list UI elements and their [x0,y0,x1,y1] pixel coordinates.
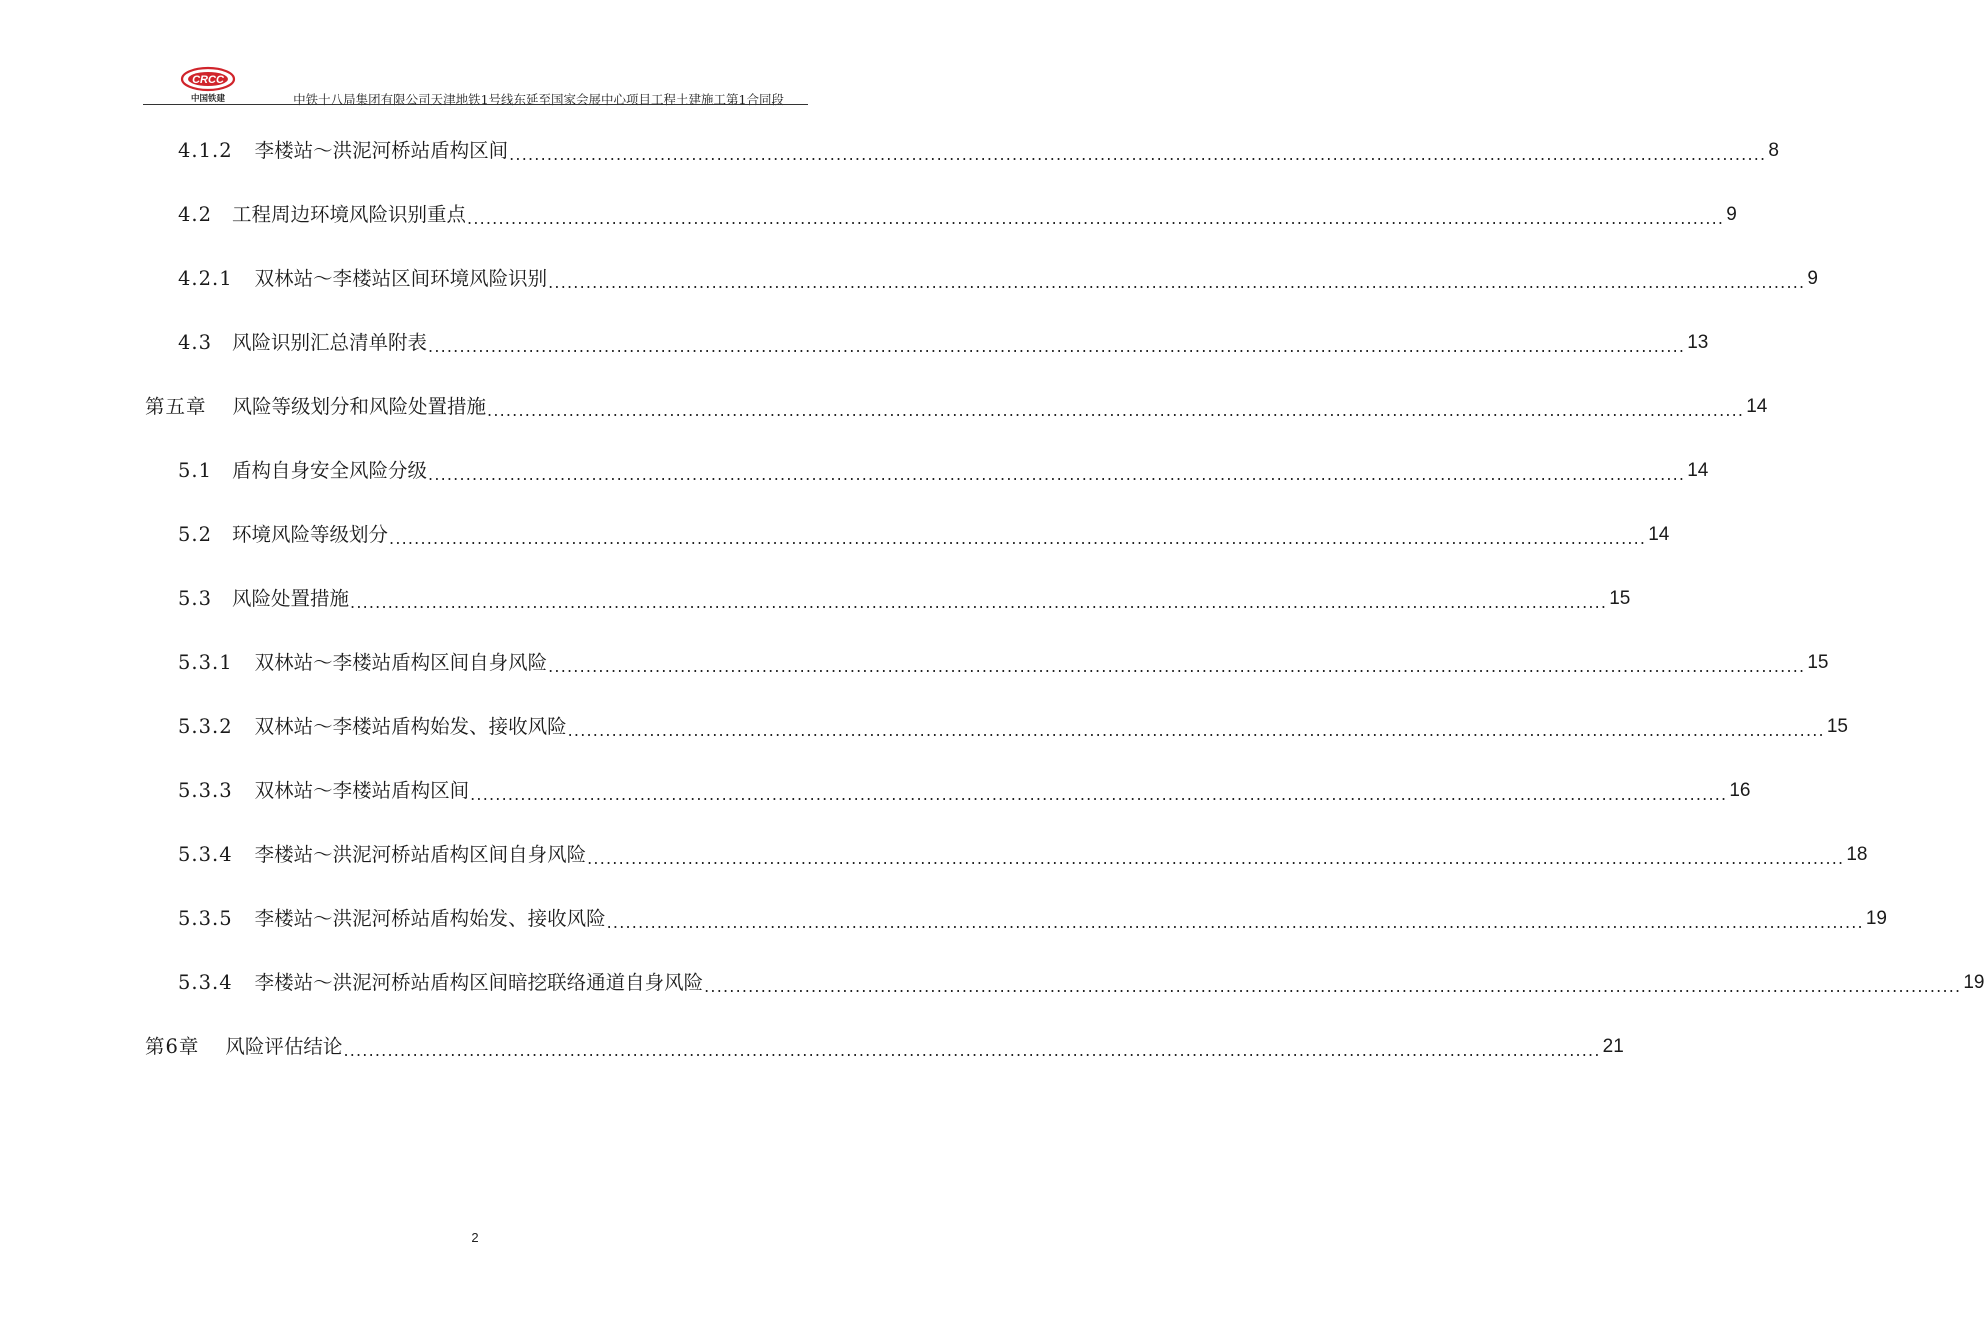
toc-dot-leader: ........................................................................................................................................................................................................ [428,465,1686,484]
toc-entry[interactable] [145,1032,1624,1062]
toc-dot-leader: ........................................................................................................................................................................................................ [606,913,1864,932]
toc-dot-leader: ........................................................................................................................................................................................................ [350,593,1608,612]
toc-entry-page: 15 [1609,588,1631,609]
toc-dot-leader: ........................................................................................................................................................................................................ [567,721,1825,740]
toc-dot-leader: ........................................................................................................................................................................................................ [587,849,1845,868]
toc-dot-leader: ........................................................................................................................................................................................................ [389,529,1647,548]
toc-entry-page: 18 [1846,844,1868,865]
toc-dot-leader: ........................................................................................................................................................................................................ [509,145,1767,164]
toc-entry-title: 李楼站～洪泥河桥站盾构区间暗挖联络通道自身风险 [254,971,704,994]
toc-entry-title: 环境风险等级划分 [232,523,389,546]
toc-entry[interactable] [178,136,1779,166]
toc-entry-page: 9 [1726,204,1737,225]
toc-entry-title: 双林站～李楼站盾构始发、接收风险 [254,715,567,738]
toc-entry-page: 19 [1865,908,1887,929]
toc-entry[interactable] [178,456,1709,486]
toc-entry-number: 第五章 [145,395,207,418]
toc-entry-page: 9 [1807,268,1818,289]
toc-dot-leader: ........................................................................................................................................................................................................ [467,209,1725,228]
toc-entry[interactable] [178,520,1670,550]
toc-entry-title: 风险评估结论 [225,1035,343,1058]
toc-entry-number: 4.2 [178,203,213,226]
toc-entry-number: 4.3 [178,331,213,354]
toc-entry-title: 李楼站～洪泥河桥站盾构区间自身风险 [254,843,587,866]
toc-entry-page: 13 [1687,332,1709,353]
toc-entry[interactable] [178,584,1631,614]
toc-dot-leader: ........................................................................................................................................................................................................ [704,977,1962,996]
toc-entry[interactable] [178,840,1868,870]
toc-entry[interactable] [178,968,1984,998]
toc-entry-number: 5.3.3 [178,779,233,802]
toc-entry-page: 14 [1746,396,1768,417]
page-header [143,62,808,106]
toc-entry-title: 风险处置措施 [232,587,350,610]
header-title: 中铁十八局集团有限公司天津地铁1号线东延至国家会展中心项目工程土建施工第1合同段 [293,92,784,107]
toc-entry-number: 5.1 [178,459,213,482]
page-number: 2 [471,1230,479,1245]
toc-entry-number: 5.3.1 [178,651,233,674]
toc-entry[interactable] [178,648,1829,678]
toc-entry-page: 19 [1963,972,1984,993]
toc-entry-page: 16 [1729,780,1751,801]
toc-entry[interactable] [178,328,1709,358]
toc-entry-page: 8 [1768,140,1779,161]
toc-entry-number: 5.3.4 [178,971,233,994]
toc-entry-number: 第6章 [145,1035,200,1058]
toc-dot-leader: ........................................................................................................................................................................................................ [428,337,1686,356]
toc-entry-title: 工程周边环境风险识别重点 [232,203,467,226]
toc-dot-leader: ........................................................................................................................................................................................................ [470,785,1728,804]
toc-entry-title: 双林站～李楼站盾构区间 [254,779,470,802]
toc-entry-page: 14 [1687,460,1709,481]
toc-entry[interactable] [178,776,1751,806]
toc-entry-number: 5.3.4 [178,843,233,866]
toc-entry-number: 4.2.1 [178,267,233,290]
toc-entry-page: 14 [1648,524,1670,545]
toc-entry[interactable] [178,712,1848,742]
toc-entry-title: 李楼站～洪泥河桥站盾构始发、接收风险 [254,907,606,930]
toc-entry-title: 双林站～李楼站盾构区间自身风险 [254,651,548,674]
toc-entry-number: 5.2 [178,523,213,546]
toc-entry[interactable] [178,904,1887,934]
toc-entry[interactable] [178,264,1818,294]
toc-entry-page: 15 [1826,716,1848,737]
toc-entry[interactable] [178,200,1737,230]
toc-dot-leader: ........................................................................................................................................................................................................ [548,657,1806,676]
toc-entry-number: 4.1.2 [178,139,233,162]
toc-entry-number: 5.3.5 [178,907,233,930]
toc-entry-number: 5.3.2 [178,715,233,738]
toc-entry-title: 风险等级划分和风险处置措施 [232,395,487,418]
toc-dot-leader: ........................................................................................................................................................................................................ [343,1041,1601,1060]
logo-mark-text: CRCC [192,74,224,86]
logo-caption: 中国铁建 [190,94,226,104]
toc-entry[interactable] [145,392,1768,422]
toc-entry-title: 双林站～李楼站区间环境风险识别 [254,267,548,290]
toc-entry-page: 15 [1807,652,1829,673]
crcc-logo-icon [179,64,237,104]
toc-dot-leader: ........................................................................................................................................................................................................ [548,273,1806,292]
toc-entry-title: 李楼站～洪泥河桥站盾构区间 [254,139,509,162]
toc-entry-page: 21 [1602,1036,1624,1057]
toc-entry-title: 盾构自身安全风险分级 [232,459,428,482]
toc-dot-leader: ........................................................................................................................................................................................................ [487,401,1745,420]
header-rule [143,104,808,105]
toc-entry-number: 5.3 [178,587,213,610]
toc-entry-title: 风险识别汇总清单附表 [232,331,428,354]
